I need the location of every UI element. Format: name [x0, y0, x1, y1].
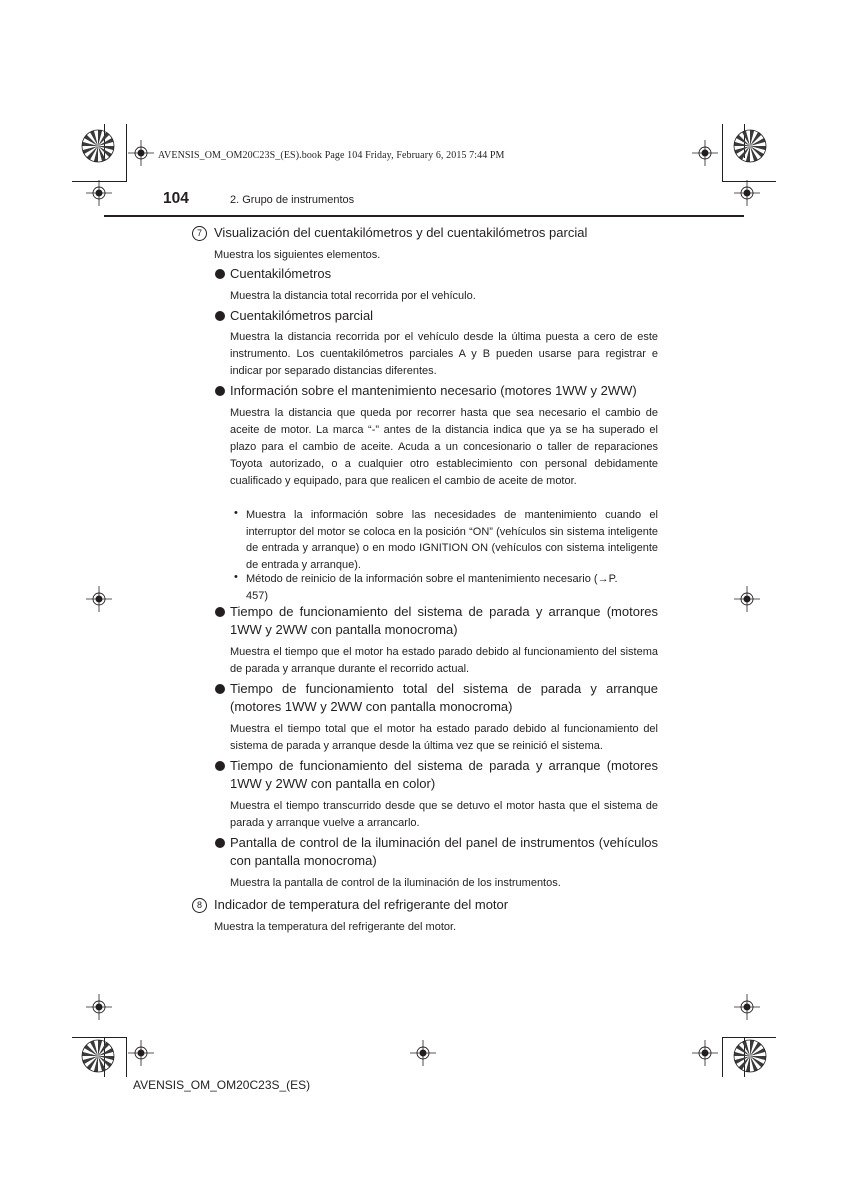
registration-target-icon: [734, 586, 760, 612]
print-slug: AVENSIS_OM_OM20C23S_(ES).book Page 104 Friday, February 6, 2015 7:44 PM: [158, 150, 505, 161]
item-text: Muestra la temperatura del refrigerante del motor.: [214, 921, 457, 933]
registration-target-icon: [86, 586, 112, 612]
registration-target-icon: [86, 180, 112, 206]
crop-mark: [126, 1037, 127, 1077]
crop-mark: [722, 1037, 723, 1077]
entry-text: Muestra el tiempo que el motor ha estado parado debido al funcionamiento del sistema de parada y arranque durante el recorrido actual.: [230, 646, 658, 675]
bullet-icon: [215, 684, 225, 694]
crop-mark: [126, 124, 127, 182]
entry-title: Pantalla de control de la iluminación del panel de instrumentos (vehículos con pantalla monocroma): [230, 835, 658, 868]
item-number-badge: 7: [192, 226, 207, 241]
entry-title: Cuentakilómetros: [230, 266, 332, 281]
registration-target-icon: [692, 140, 718, 166]
registration-target-icon: [410, 1040, 436, 1066]
item-title: Indicador de temperatura del refrigerante del motor: [214, 897, 509, 912]
starburst-target-icon: [80, 1038, 116, 1074]
entry-title: Tiempo de funcionamiento total del sistema de parada y arranque (motores 1WW y 2WW con pantalla monocroma): [230, 681, 658, 714]
bullet-icon: [215, 607, 225, 617]
entry-text: Muestra la pantalla de control de la iluminación de los instrumentos.: [230, 877, 561, 889]
entry-title: Cuentakilómetros parcial: [230, 308, 374, 323]
note-bullet: •: [234, 571, 238, 583]
note-text: Muestra la información sobre las necesidades de mantenimiento cuando el interruptor del motor se coloca en la posición “ON” (vehículos sin sistema inteligente de entrada y arranque) o en modo IGNITION ON (vehículos con sistema inteligente de entrada y arranque).: [246, 509, 658, 571]
note-bullet: •: [234, 507, 238, 519]
registration-target-icon: [734, 180, 760, 206]
starburst-target-icon: [80, 128, 116, 164]
entry-title: Información sobre el mantenimiento necesario (motores 1WW y 2WW): [230, 383, 637, 398]
item-intro: Muestra los siguientes elementos.: [214, 249, 381, 261]
starburst-target-icon: [732, 1038, 768, 1074]
registration-target-icon: [86, 994, 112, 1020]
bullet-icon: [215, 311, 225, 321]
entry-title: Tiempo de funcionamiento del sistema de parada y arranque (motores 1WW y 2WW con pantalla en color): [230, 758, 658, 791]
starburst-target-icon: [732, 128, 768, 164]
header-rule: [104, 215, 744, 217]
entry-text: Muestra el tiempo total que el motor ha estado parado debido al funcionamiento del sistema de parada y arranque desde la última vez que se reinició el sistema.: [230, 723, 658, 752]
footer-code: AVENSIS_OM_OM20C23S_(ES): [133, 1078, 311, 1092]
bullet-icon: [215, 269, 225, 279]
entry-text: Muestra la distancia que queda por recorrer hasta que sea necesario el cambio de aceite de motor. La marca “-” antes de la distancia indica que ya se ha superado el plazo para el cambio de aceite. Acuda a un concesionario o taller de reparaciones Toyota autorizado, o a cualquier otro establecimiento con personal debidamente cualificado y equipado, para que realicen el cambio de aceite de motor.: [230, 407, 658, 487]
registration-target-icon: [128, 1040, 154, 1066]
item-number-badge: 8: [192, 898, 207, 913]
bullet-icon: [215, 386, 225, 396]
note-text: Método de reinicio de la información sobre el mantenimiento necesario (→P. 457): [246, 573, 618, 602]
item-title: Visualización del cuentakilómetros y del cuentakilómetros parcial: [214, 225, 588, 240]
registration-target-icon: [734, 994, 760, 1020]
page-number: 104: [163, 190, 189, 207]
entry-text: Muestra la distancia recorrida por el vehículo desde la última puesta a cero de este instrumento. Los cuentakilómetros parciales A y B pueden usarse para registrar e indicar por separado distancias diferentes.: [230, 331, 658, 377]
registration-target-icon: [692, 1040, 718, 1066]
entry-text: Muestra el tiempo transcurrido desde que se detuvo el motor hasta que el sistema de parada y arranque vuelve a arrancarlo.: [230, 800, 658, 829]
entry-text: Muestra la distancia total recorrida por el vehículo.: [230, 290, 476, 302]
crop-mark: [722, 124, 723, 182]
bullet-icon: [215, 838, 225, 848]
entry-title: Tiempo de funcionamiento del sistema de parada y arranque (motores 1WW y 2WW con pantalla monocroma): [230, 604, 658, 637]
registration-target-icon: [128, 140, 154, 166]
bullet-icon: [215, 761, 225, 771]
section-title: 2. Grupo de instrumentos: [230, 194, 355, 206]
